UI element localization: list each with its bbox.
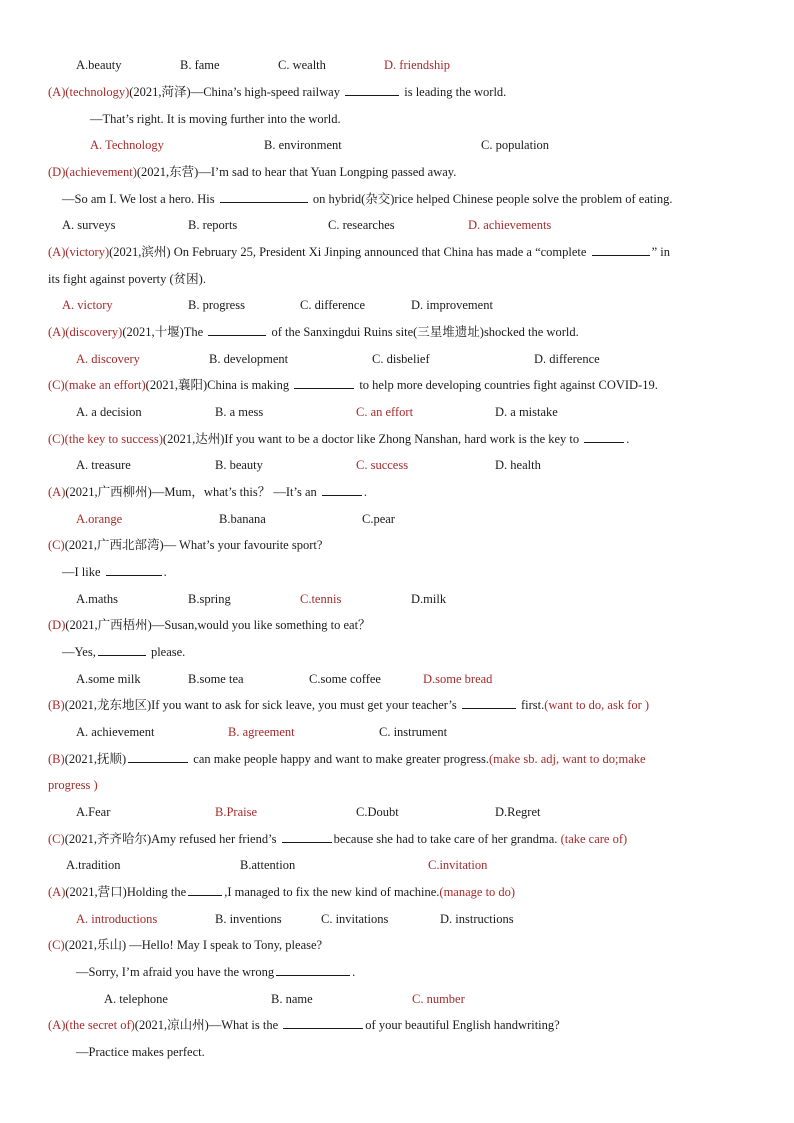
q7-source: (2021,广西柳州) bbox=[65, 485, 152, 499]
q11-tail-hint-2: progress ) bbox=[48, 778, 98, 792]
q11-option-d: D.Regret bbox=[495, 805, 541, 819]
q1-stem-text: —China’s high-speed railway bbox=[190, 85, 340, 99]
q3-stem: (A)(victory)(2021,滨州) On February 25, President Xi Jinping announced that China has made a “complete ” in bbox=[48, 245, 670, 259]
q3-options bbox=[0, 297, 794, 313]
q8-option-a: A.maths bbox=[76, 592, 119, 606]
q5-option-a: A. a decision bbox=[76, 405, 142, 419]
q12-option-c: C.invitation bbox=[428, 858, 488, 872]
q6-option-a: A. treasure bbox=[76, 458, 131, 472]
q6-stem-after: . bbox=[626, 432, 630, 446]
q4-stem: (A)(discovery)(2021,十堰)The of the Sanxingdui Ruins site(三星堆遗址)shocked the world. bbox=[48, 325, 579, 339]
q13-stem: (A)(2021,营口)Holding the ,I managed to fix the new kind of machine.(manage to do) bbox=[48, 885, 516, 899]
q8-option-b: B.spring bbox=[188, 592, 231, 606]
q7-option-c: C.pear bbox=[362, 512, 395, 526]
q5-hint: make an effort bbox=[68, 378, 142, 392]
q15-blank bbox=[283, 1017, 363, 1029]
q8-reply-after: . bbox=[163, 565, 167, 579]
q2-hint: achievement bbox=[69, 165, 133, 179]
q2-option-d: D. achievements bbox=[468, 218, 552, 232]
q8-source: (2021,广西北部湾) bbox=[64, 538, 164, 552]
q1-option-c: C. population bbox=[481, 138, 550, 152]
q3-answer: A bbox=[52, 245, 62, 259]
q0-option-c: C. wealth bbox=[278, 58, 326, 72]
q15-source: (2021,凉山州) bbox=[134, 1018, 209, 1032]
q4-option-c: C. disbelief bbox=[372, 352, 430, 366]
q13-answer: A bbox=[52, 885, 62, 899]
q1-reply: —That’s right. It is moving further into the world. bbox=[90, 112, 341, 126]
q1-hint: technology bbox=[69, 85, 126, 99]
q6-option-b: B. beauty bbox=[215, 458, 263, 472]
q7-stem-after: . bbox=[363, 485, 368, 499]
q2-option-a: A. surveys bbox=[62, 218, 116, 232]
q12-stem-after: because she had to take care of her grandma. bbox=[333, 832, 561, 846]
q1-source: (2021,菏泽) bbox=[129, 85, 191, 99]
q15-stem: (A)(the secret of)(2021,凉山州)—What is the of your beautiful English handwriting? bbox=[48, 1018, 560, 1032]
q4-stem-text: The bbox=[183, 325, 204, 339]
q12-tail-hint: (take care of) bbox=[560, 832, 628, 846]
q5-stem-after: to help more developing countries fight against COVID-19. bbox=[359, 378, 658, 392]
q10-answer: B bbox=[52, 698, 61, 712]
q14-reply-before: —Sorry, I’m afraid you have the wrong bbox=[76, 965, 275, 979]
q0-options bbox=[0, 57, 794, 73]
q7-option-a: A.orange bbox=[76, 512, 123, 526]
q14-blank bbox=[276, 964, 350, 976]
q5-option-c: C. an effort bbox=[356, 405, 414, 419]
q10-option-b: B. agreement bbox=[228, 725, 295, 739]
q15-stem-text: —What is the bbox=[208, 1018, 279, 1032]
q6-source: (2021,达州) bbox=[162, 432, 225, 446]
q2-option-b: B. reports bbox=[188, 218, 238, 232]
q11-blank bbox=[128, 751, 188, 763]
q10-stem-text: If you want to ask for sick leave, you must get your teacher’s bbox=[151, 698, 457, 712]
q5-blank bbox=[294, 377, 354, 389]
q5-source: (2021,襄阳) bbox=[145, 378, 208, 392]
q9-option-c: C.some coffee bbox=[309, 672, 381, 686]
q13-option-b: B. inventions bbox=[215, 912, 282, 926]
q4-option-b: B. development bbox=[209, 352, 289, 366]
q5-stem-text: China is making bbox=[207, 378, 290, 392]
q2-options bbox=[0, 217, 794, 233]
q10-tail-hint: (want to do, ask for ) bbox=[544, 698, 650, 712]
q10-option-c: C. instrument bbox=[379, 725, 448, 739]
q3-hint: victory bbox=[69, 245, 105, 259]
q13-tail-hint: (manage to do) bbox=[439, 885, 516, 899]
q15-hint: the secret of bbox=[69, 1018, 131, 1032]
q2-reply-after: on hybrid(杂交)rice helped Chinese people solve the problem of eating. bbox=[312, 192, 673, 206]
q12-options bbox=[0, 857, 794, 873]
q8-answer: C bbox=[52, 538, 61, 552]
q3-stem-text: On February 25, President Xi Jinping announced that China has made a “complete bbox=[170, 245, 587, 259]
q1-stem: (A)(technology)(2021,菏泽)—China’s high-speed railway is leading the world. bbox=[48, 85, 507, 99]
q1-answer: A bbox=[52, 85, 62, 99]
q7-stem-text: —Mum，what’s this？ —It’s an bbox=[151, 485, 317, 499]
q6-stem: (C)(the key to success)(2021,达州)If you want to be a doctor like Zhong Nanshan, hard work is the key to . bbox=[48, 432, 630, 446]
q7-answer: A bbox=[52, 485, 62, 499]
q10-option-a: A. achievement bbox=[76, 725, 155, 739]
q14-source: (2021,乐山) bbox=[64, 938, 127, 952]
q9-option-a: A.some milk bbox=[76, 672, 141, 686]
q5-option-b: B. a mess bbox=[215, 405, 264, 419]
q3-option-b: B. progress bbox=[188, 298, 245, 312]
q9-stem-text: —Susan,would you like something to eat？ bbox=[151, 618, 371, 632]
q1-options bbox=[0, 137, 794, 153]
q4-option-a: A. discovery bbox=[76, 352, 140, 366]
q10-stem: (B)(2021,龙东地区)If you want to ask for sick leave, you must get your teacher’s first.(want to do, ask for ) bbox=[48, 698, 650, 712]
q4-option-d: D. difference bbox=[534, 352, 600, 366]
q2-answer: D bbox=[52, 165, 62, 179]
q15-reply: —Practice makes perfect. bbox=[76, 1045, 205, 1059]
q0-option-d: D. friendship bbox=[384, 58, 450, 72]
q12-answer: C bbox=[52, 832, 61, 846]
q6-option-c: C. success bbox=[356, 458, 409, 472]
q5-option-d: D. a mistake bbox=[495, 405, 558, 419]
q11-options bbox=[0, 804, 794, 820]
q3-source: (2021,滨州) bbox=[109, 245, 171, 259]
q2-reply-before: —So am I. We lost a hero. His bbox=[62, 192, 215, 206]
q9-stem: (D)(2021,广西梧州)—Susan,would you like something to eat？ bbox=[48, 618, 371, 632]
q2-blank bbox=[220, 191, 308, 203]
q0-option-a: A.beauty bbox=[76, 58, 122, 72]
q5-answer: C bbox=[52, 378, 61, 392]
q11-option-a: A.Fear bbox=[76, 805, 111, 819]
q9-reply-before: —Yes, bbox=[62, 645, 96, 659]
q3-option-d: D. improvement bbox=[411, 298, 493, 312]
q4-options bbox=[0, 351, 794, 367]
q11-tail-hint-1: (make sb. adj, want to do;make bbox=[488, 752, 646, 766]
q4-source: (2021,十堰) bbox=[122, 325, 184, 339]
q8-stem: (C)(2021,广西北部湾)— What’s your favourite sport? bbox=[48, 538, 323, 552]
q1-stem-after: is leading the world. bbox=[404, 85, 507, 99]
q11-option-b: B.Praise bbox=[215, 805, 258, 819]
q3-stem-line2: its fight against poverty (贫困). bbox=[48, 272, 206, 286]
q11-source: (2021,抚顺) bbox=[64, 752, 127, 766]
q9-blank bbox=[98, 644, 146, 656]
q6-stem-text: If you want to be a doctor like Zhong Nanshan, hard work is the key to bbox=[224, 432, 580, 446]
q8-reply-before: —I like bbox=[62, 565, 101, 579]
q14-answer: C bbox=[52, 938, 61, 952]
q6-answer: C bbox=[52, 432, 61, 446]
q10-source: (2021,龙东地区) bbox=[64, 698, 152, 712]
q6-hint: the key to success bbox=[68, 432, 159, 446]
q13-stem-text: Holding the bbox=[126, 885, 187, 899]
q14-reply bbox=[76, 964, 355, 980]
q6-options bbox=[0, 457, 794, 473]
q8-options bbox=[0, 591, 794, 607]
q1-option-b: B. environment bbox=[264, 138, 342, 152]
q7-option-b: B.banana bbox=[219, 512, 266, 526]
q14-options bbox=[0, 991, 794, 1007]
q5-stem: (C)(make an effort)(2021,襄阳)China is making to help more developing countries fight against COVID-19. bbox=[48, 378, 658, 392]
q9-option-d: D.some bread bbox=[423, 672, 493, 686]
q14-reply-after: . bbox=[352, 965, 356, 979]
q13-source: (2021,营口) bbox=[65, 885, 127, 899]
q9-source: (2021,广西梧州) bbox=[65, 618, 152, 632]
q13-blank bbox=[188, 884, 222, 896]
q12-stem: (C)(2021,齐齐哈尔)Amy refused her friend’s because she had to take care of her grandma. (take care of) bbox=[48, 832, 628, 846]
q11-stem-after: can make people happy and want to make greater progress. bbox=[193, 752, 489, 766]
q9-options bbox=[0, 671, 794, 687]
q1-option-a: A. Technology bbox=[90, 138, 164, 152]
q14-option-b: B. name bbox=[271, 992, 313, 1006]
q2-stem-text: —I’m sad to hear that Yuan Longping passed away. bbox=[198, 165, 457, 179]
q5-options bbox=[0, 404, 794, 420]
q13-options bbox=[0, 911, 794, 927]
q14-stem: (C)(2021,乐山) —Hello! May I speak to Tony, please? bbox=[48, 938, 323, 952]
q8-blank bbox=[106, 564, 162, 576]
q4-stem-after: of the Sanxingdui Ruins site(三星堆遗址)shocked the world. bbox=[271, 325, 579, 339]
q14-stem-text: —Hello! May I speak to Tony, please? bbox=[126, 938, 323, 952]
q12-stem-text: Amy refused her friend’s bbox=[151, 832, 277, 846]
q7-options bbox=[0, 511, 794, 527]
q9-option-b: B.some tea bbox=[188, 672, 244, 686]
q7-blank bbox=[322, 484, 362, 496]
q2-reply bbox=[62, 191, 672, 207]
q9-reply-after: please. bbox=[150, 645, 186, 659]
q11-option-c: C.Doubt bbox=[356, 805, 399, 819]
q4-hint: discovery bbox=[69, 325, 119, 339]
q9-reply bbox=[62, 644, 185, 660]
q0-option-b: B. fame bbox=[180, 58, 220, 72]
q3-option-a: A. victory bbox=[62, 298, 113, 312]
q12-option-b: B.attention bbox=[240, 858, 296, 872]
q3-option-c: C. difference bbox=[300, 298, 366, 312]
q10-stem-after: first. bbox=[520, 698, 545, 712]
q7-stem: (A)(2021,广西柳州)—Mum，what’s this？ —It’s an . bbox=[48, 485, 368, 499]
q2-stem: (D)(achievement)(2021,东营)—I’m sad to hear that Yuan Longping passed away. bbox=[48, 165, 457, 179]
q12-blank bbox=[282, 831, 332, 843]
q8-stem-text: — What’s your favourite sport? bbox=[163, 538, 323, 552]
q10-options bbox=[0, 724, 794, 740]
q8-reply bbox=[62, 564, 167, 580]
q1-blank bbox=[345, 84, 399, 96]
q15-stem-after: of your beautiful English handwriting? bbox=[365, 1018, 560, 1032]
q11-answer: B bbox=[52, 752, 61, 766]
q9-answer: D bbox=[52, 618, 62, 632]
q8-option-d: D.milk bbox=[411, 592, 447, 606]
q2-option-c: C. researches bbox=[328, 218, 395, 232]
q13-stem-after: ,I managed to fix the new kind of machine. bbox=[224, 885, 440, 899]
q3-stem-after: ” in bbox=[651, 245, 670, 259]
q14-option-c: C. number bbox=[412, 992, 465, 1006]
q2-source: (2021,东营) bbox=[136, 165, 199, 179]
q11-stem: (B)(2021,抚顺) can make people happy and want to make greater progress.(make sb. adj, want to do;make bbox=[48, 752, 646, 766]
q10-blank bbox=[462, 697, 516, 709]
q4-blank bbox=[208, 324, 266, 336]
q6-blank bbox=[584, 431, 624, 443]
q3-blank bbox=[592, 244, 650, 256]
q13-option-a: A. introductions bbox=[76, 912, 158, 926]
q13-option-c: C. invitations bbox=[321, 912, 389, 926]
q6-option-d: D. health bbox=[495, 458, 541, 472]
q8-option-c: C.tennis bbox=[300, 592, 342, 606]
q15-answer: A bbox=[52, 1018, 62, 1032]
q13-option-d: D. instructions bbox=[440, 912, 514, 926]
q4-answer: A bbox=[52, 325, 62, 339]
q12-source: (2021,齐齐哈尔) bbox=[64, 832, 152, 846]
q12-option-a: A.tradition bbox=[66, 858, 121, 872]
q14-option-a: A. telephone bbox=[104, 992, 168, 1006]
